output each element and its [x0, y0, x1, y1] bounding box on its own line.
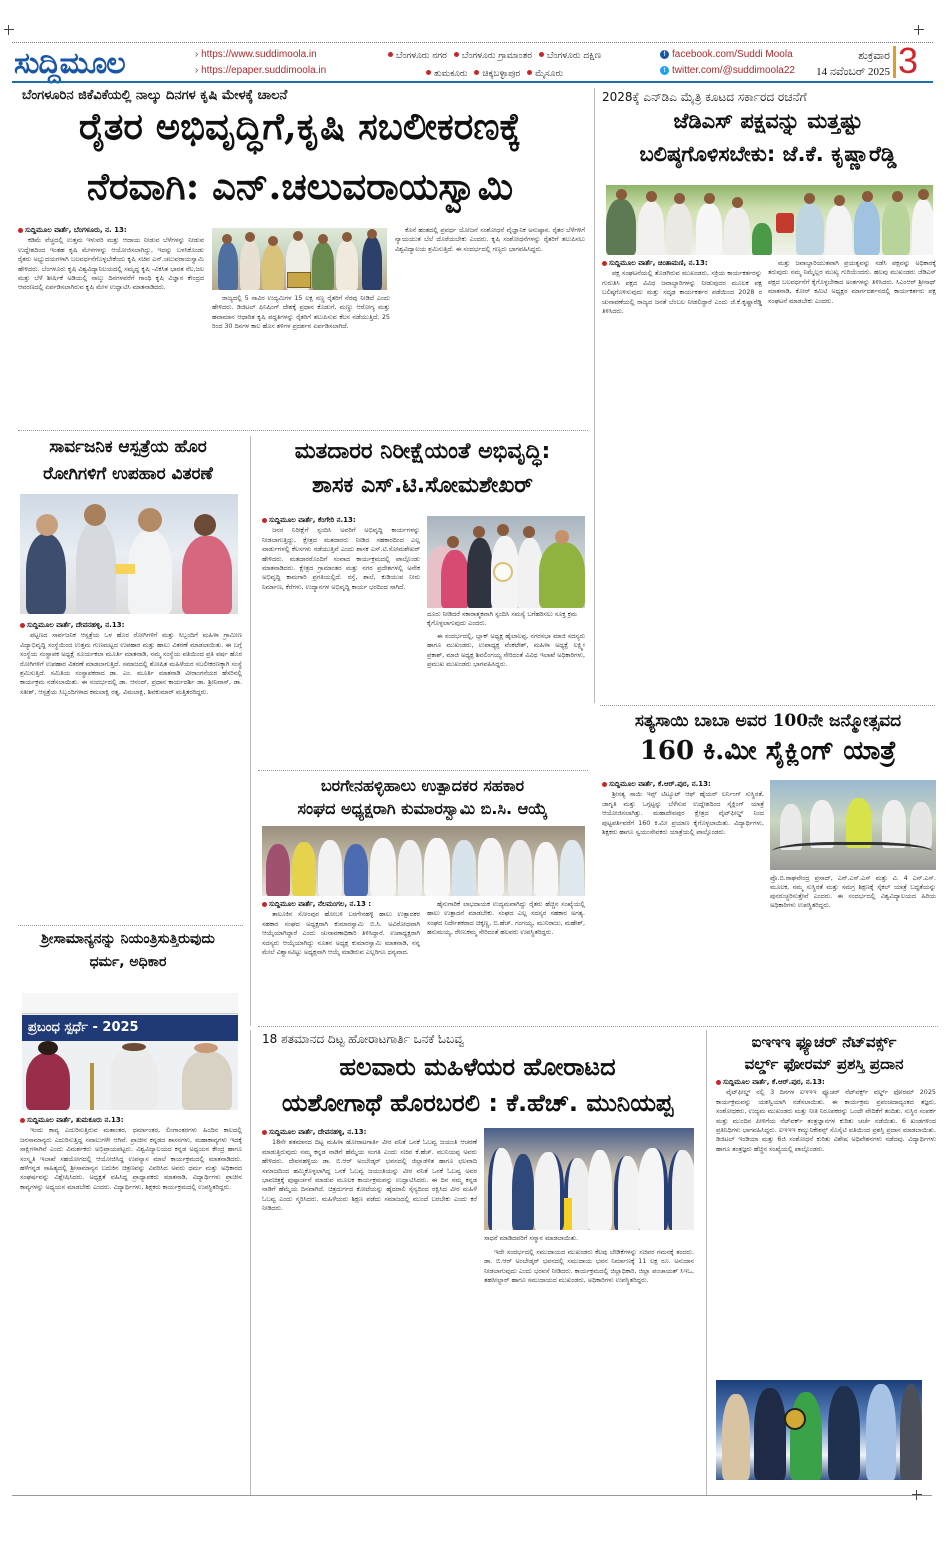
edition-item[interactable]: ಬೆಂಗಳೂರು ನಗರ	[395, 51, 447, 61]
somashekar-body-text: ಜನರ ನಿರೀಕ್ಷೆಗೆ ಸ್ಪಂದಿಸಿ ಅವರಿಗೆ ಅಭಿವೃದ್ಧಿ ಕಾರ್ಯಗಳನ್ನು ನೀಡಲಾಗುತ್ತಿದ್ದು, ಕ್ಷೇತ್ರದ ಮತದಾರರು ನೀಡಿದ ಸಹಕಾರದಿಂದ ಎಲ್ಲ ವಾರ್ಡುಗಳಲ್ಲಿ ಕೆಲಸಗಳು ನಡೆಯುತ್ತಿವೆ ಎಂದು ಶಾಸಕ ಎಸ್.ಟಿ.ಸೋಮಶೇಖರ್ ಹೇಳಿದರು. ಮತದಾರರೊಂದಿಗೆ ಸಂವಾದ ಕಾರ್ಯಕ್ರಮದಲ್ಲಿ ಪಾಲ್ಗೊಂಡು ಮಾತನಾಡಿದರು. ಕ್ಷೇತ್ರದ ಗ್ರಾಮಾಂತರ ಮತ್ತು ನಗರ ಪ್ರದೇಶಗಳಲ್ಲಿ ಅನೇಕ ಅಭಿವೃದ್ಧಿ ಕಾಮಗಾರಿ ಪ್ರಗತಿಯಲ್ಲಿದೆ. ರಸ್ತೆ, ಶಾಲೆ, ಕುಡಿಯುವ ನೀರು ನಿರ್ಮಾಣ, ಕೆರೆಗಳು, ಉದ್ಯಾನಗಳ ಅಭಿವೃದ್ಧಿ ಕಾರ್ಯ ಭರದಿಂದ ಸಾಗಿದೆ.	[262, 526, 420, 591]
dairy-headline-2: ಸಂಘದ ಅಧ್ಯಕ್ಷರಾಗಿ ಕುಮಾರಸ್ವಾಮಿ ಬಿ.ಸಿ. ಆಯ್ಕೆ	[297, 799, 548, 818]
obavva-body-2	[484, 1248, 694, 1493]
jds-photo	[606, 185, 933, 255]
sathyasai-headline-1: ಸತ್ಯಸಾಯಿ ಬಾಬಾ ಅವರ 100ನೇ ಜನ್ಮೋತ್ಸವದ	[634, 711, 902, 731]
krishi-body-2	[212, 294, 390, 426]
dharma-headline-1: ಶ್ರೀಸಾಮಾನ್ಯನನ್ನು ನಿಯಂತ್ರಿಸುತ್ತಿರುವುದು	[41, 931, 215, 947]
obavva-kicker: 18 ಶತಮಾನದ ದಿಟ್ಟ ಹೋರಾಟಗಾರ್ತಿ ಒನಕೆ ಓಬವ್ವ	[262, 1032, 465, 1046]
krishi-body-3	[395, 226, 585, 426]
dharma-photo-banner: ಪ್ರಬಂಧ ಸ್ಪರ್ಧೆ - 2025	[28, 1020, 139, 1035]
section-divider	[600, 705, 935, 707]
obavva-headline-1: ಹಲವಾರು ಮಹಿಳೆಯರ ಹೋರಾಟದ	[339, 1053, 616, 1081]
edition-item[interactable]: ಬೆಂಗಳೂರು ಗ್ರಾಮಾಂತರ	[461, 51, 533, 61]
dairy-body-2	[427, 900, 585, 1020]
ieee-body-text: ವೈಟ್‌ಫೀಲ್ಡ್ ನಲ್ಲಿ 3 ದಿನಗಳ ಐಇಇಇ ಫ್ಯೂಚರ್ ನೆಟ್‌ವರ್ಕ್ಸ್ ವರ್ಲ್ಡ್ ಫೋರಮ್ 2025 ಕಾರ್ಯಕ್ರಮವನ್ನು ಯಶಸ್ವಿಯಾಗಿ ನಡೆಸಲಾಯಿತು. ಈ ಕಾರ್ಯಕ್ರಮ ಪ್ರಪಂಚದಾದ್ಯಂತದ ತಜ್ಞರು, ಸಂಶೋಧಕರು, ಉದ್ಯಮ ಮುಖಂಡರು ಮತ್ತು ನೀತಿ ನಿರೂಪಕರನ್ನು ಒಂದೇ ವೇದಿಕೆಗೆ ತಂದಿತು. ಸುಸ್ಥಿರ ಸಂಪರ್ಕ ಮತ್ತು ಮುಂದಿನ ಪೀಳಿಗೆಯ ನೆಟ್‌ವರ್ಕ್ ತಂತ್ರಜ್ಞಾನಗಳ ಕುರಿತು ಚರ್ಚೆ ನಡೆಯಿತು. 6 ಖಂಡಗಳಿಂದ ಪ್ರತಿನಿಧಿಗಳು ಭಾಗವಹಿಸಿದ್ದರು. ಐಇಇಇ ಕಮ್ಯುನಿಕೇಶನ್ಸ್ ಸೊಸೈಟಿ ವತಿಯಿಂದ ಪ್ರಶಸ್ತಿ ಪ್ರದಾನ ಮಾಡಲಾಯಿತು. ಡಿಜಿಟಲ್ ಇಂಡಿಯಾ ಮತ್ತು 6ಜಿ ಸಂಶೋಧನೆ ಕುರಿತು ವಿಶೇಷ ಅಧಿವೇಶನಗಳು ನಡೆದವು. ವಿದ್ಯಾರ್ಥಿಗಳು ಹಾಗೂ ತಂತ್ರಜ್ಞರು ಹೆಚ್ಚಿನ ಸಂಖ್ಯೆಯಲ್ಲಿ ಪಾಲ್ಗೊಂಡರು.	[716, 1088, 936, 1153]
krishi-byline: ಸುದ್ದಿಮೂಲ ವಾರ್ತೆ, ಬೆಂಗಳೂರು, ನ. 13:	[18, 226, 204, 235]
krishi-kicker: ಬೆಂಗಳೂರಿನ ಜಿಕೆವಿಕೆಯಲ್ಲಿ ನಾಲ್ಕು ದಿನಗಳ ಕೃಷಿ ಮೇಳಕ್ಕೆ ಚಾಲನೆ	[22, 88, 288, 103]
crop-mark-right	[914, 25, 924, 35]
masthead-links	[195, 47, 326, 79]
krishi-body-text: ಕಡಿಮೆ ವೆಚ್ಚದಲ್ಲಿ ಉತ್ತಮ ಇಳುವರಿ ಮತ್ತು ಆದಾಯ ನೀಡುವ ಬೆಳೆಗಳನ್ನು ನೀಡುವ ಉದ್ದೇಶದಿಂದ ಇಂತಹ ಕೃಷಿ ಮೇಳಗಳನ್ನು ಆಯೋಜಿಸಲಾಗಿದ್ದು, ಇದನ್ನು ಬಳಸಿಕೊಂಡು ರೈತರು ಅಭ್ಯುದಯಗಳಾಗಿ ಬಲವರ್ಧನೆಗೊಳ್ಳಬೇಕೆಂದು ಕೃಷಿ ಸಚಿವ ಎನ್.ಚಲುವರಾಯಸ್ವಾಮಿ ಹೇಳಿದರು. ಬೆಂಗಳೂರು ಕೃಷಿ ವಿಶ್ವವಿದ್ಯಾನಿಲಯದಲ್ಲಿ ಸಮೃದ್ಧ ಕೃಷಿ -ವಿಕಸಿತ ಭಾರತ ನೆಲ,ಜಲ ಮತ್ತು ಬೆಳೆ ಶೀರ್ಷಿಕೆ ಅಡಿಯಲ್ಲಿ ನಾಲ್ಕು ದಿನಗಳವರೆಗೆ ಗಾಂಧಿ ಕೃಷಿ ವಿಜ್ಞಾನ ಕೇಂದ್ರದ ಆವರಣದಲ್ಲಿ ಏರ್ಪಡಿಸಲಾಗಿರುವ ಕೃಷಿ ಮೇಳ ಉದ್ಘಾಟಿಸಿ ಮಾತನಾಡಿದರು.	[18, 236, 204, 292]
sathyasai-body-text: ಶ್ರೀಸತ್ಯ ಸಾಯಿ ಇನ್ಸ್ ಟಿಟ್ಯೂಟ್ ಆಫ್ ಹೈಯರ್ ಲರ್ನಿಂಗ್ ಸುಸ್ಥಿರತೆ, ಜಾಗೃತಿ ಮತ್ತು ಒಗ್ಗಟ್ಟನ್ನು ಬೆಳೆಸುವ ಉದ್ದೇಶದಿಂದ ಸೈಕ್ಲಿಂಗ್ ಯಾತ್ರೆ ಆಯೋಜಿಸಲಾಗಿತ್ತು. ಮಹಾದೇವಪುರ ಕ್ಷೇತ್ರದ ವೈಟ್‌ಫೀಲ್ಡ್ ನಿಂದ ಪುಟ್ಟಪರ್ತಿವರೆಗೆ 160 ಕಿ.ಮೀ ಪ್ರಯಾಣ ಕೈಗೊಳ್ಳಲಾಯಿತು. ವಿದ್ಯಾರ್ಥಿಗಳು, ಶಿಕ್ಷಕರು ಹಾಗೂ ಸ್ವಯಂಸೇವಕರು ಯಾತ್ರೆಯಲ್ಲಿ ಪಾಲ್ಗೊಂಡರು.	[602, 790, 764, 837]
obavva-headline-2: ಯಶೋಗಾಥೆ ಹೊರಬರಲಿ : ಕೆ.ಹೆಚ್. ಮುನಿಯಪ್ಪ	[281, 1089, 674, 1117]
obavva-caption: ಸಾಧನೆ ಮಾಡಿದವರಿಗೆ ಸನ್ಮಾನ ಮಾಡಲಾಯಿತು.	[484, 1234, 579, 1242]
jds-body	[602, 259, 762, 699]
hospital-body-text: ಪಟ್ಟಣದ ಸಾರ್ವಜನಿಕ ಆಸ್ಪತ್ರೆಯ ಒಳ ಹೊರ ರೋಗಿಗಳಿಗೆ ಮತ್ತು ಸಿಬ್ಬಂದಿಗೆ ಮಹಿಳಾ ಗ್ರಾಮೀಣ ವಿದ್ಯಾಭಿವೃದ್ಧಿ ಸಂಸ್ಥೆಯಿಂದ ಉತ್ತಮ ಗುಣಮಟ್ಟದ ಉಪಹಾರ ಮತ್ತು ಹಾಲು ವಿತರಣೆ ಮಾಡಲಾಯಿತು. ಈ ಬಗ್ಗೆ ಸಂಸ್ಥೆಯ ಸಂಸ್ಥಾಪಕ ಅಧ್ಯಕ್ಷೆ ಸೂರ್ಯಕಲಾ ಮೂರ್ತಿ ಮಾತನಾಡಿ, ನಮ್ಮ ಸಂಸ್ಥೆಯ ವತಿಯಿಂದ ಪ್ರತಿ ವರ್ಷ ಹೊರ ರೋಗಿಗಳಿಗೆ ಉಪಹಾರ ವಿತರಣೆ ಮಾಡಲಾಗುತ್ತಿದೆ. ಸಮಾಜದಲ್ಲಿ ಶೋಷಿತ ಮಹಿಳೆಯರ ಸಬಲೀಕರಣಕ್ಕಾಗಿ ಸಂಸ್ಥೆ ಶ್ರಮಿಸುತ್ತಿದೆ. ಸಮಿತಿಯ ಸಂಸ್ಥಾಪಕರಾದ ಡಾ. ಎಂ. ಮೂರ್ತಿ ಮಾತನಾಡಿ ವೀರಾಂಗನೆಯರ ಹೆಸರಿನಲ್ಲಿ ಕಾರ್ಯಕ್ರಮ ನಡೆಸಲಾಯಿತು. ಈ ಸಂದರ್ಭದಲ್ಲಿ ಡಾ. ಆನಂದ್, ಪ್ರಧಾನ ಕಾರ್ಯದರ್ಶಿ ಡಾ. ಶ್ರೀನಿವಾಸ್, ಡಾ. ಸತೀಶ್, ಆಸ್ಪತ್ರೆಯ ಸಿಬ್ಬಂದಿಗಳಾದ ಕಮಲಾಕ್ಷಿ ರತ್ನ, ವಿಮಲಾಕ್ಷಿ, ಶಿವಕುಮಾರ್ ಮತ್ತಿತರರಿದ್ದರು.	[20, 631, 242, 696]
edition-list	[360, 47, 625, 83]
bullet-icon	[426, 70, 431, 75]
bullet-icon	[474, 70, 479, 75]
bullet-icon	[454, 52, 459, 57]
section-divider	[18, 925, 243, 927]
ieee-headline-2: ವರ್ಲ್ಡ್ ಫೋರಮ್ ಪ್ರಶಸ್ತಿ ಪ್ರದಾನ	[744, 1055, 904, 1073]
masthead-logo: ಸುದ್ದಿಮೂಲ	[14, 46, 125, 81]
somashekar-body-2	[427, 632, 585, 760]
krishi-body-3-text: ಕೊನೆ ಹಂತದಲ್ಲಿ ಪ್ರವರ್ಧ ಯೋಜನೆ ಸಂಶೋಧನೆ ವೈಜ್ಞಾನಿಕ ಅನುಷ್ಠಾನ. ರೈತರ ಬೆಳೆಗಳಿಗೆ ನ್ಯಾಯಯುತ ಬೆಲೆ ದೊರೆಯಬೇಕು ಎಂದರು. ಕೃಷಿ ಸಂಶೋಧನೆಗಳನ್ನು ರೈತರಿಗೆ ತಲುಪಿಸಲು ವಿಶ್ವವಿದ್ಯಾಲಯ ಶ್ರಮಿಸುತ್ತಿದೆ. ಈ ಸಂದರ್ಭದಲ್ಲಿ ಗಣ್ಯರು ಭಾಗವಹಿಸಿದ್ದರು.	[395, 226, 585, 253]
krishi-body-2-text: ರಾಜ್ಯದಲ್ಲಿ 5 ಸಾವಿರ ಉದ್ಯಮಿಗಳ 15 ಲಕ್ಷ ಸಣ್ಣ ರೈತರಿಗೆ ನೆರವು ನೀಡಿದೆ ಎಂದು ಹೇಳಿದರು. ಡಿಜಿಟಲ್ ಫಿನಿಷಿಂಗ್ ದೇಶಕ್ಕೆ ಪ್ರಧಾನ ಕೊಡುಗೆ, ಮಣ್ಣು ಆರೋಗ್ಯ ಮತ್ತು ಹವಾಮಾನ ಆಧಾರಿತ ಕೃಷಿ ಪದ್ಧತಿಗಳನ್ನು ರೈತರಿಗೆ ತಲುಪಿಸುವ ಕೆಲಸ ನಡೆಯುತ್ತಿದೆ. 25 ರಿಂದ 30 ದಿನಗಳ ಕಾಲ ಹೊಸ ತಳಿಗಳ ಪ್ರದರ್ಶನ ಏರ್ಪಡಿಸಲಾಗಿದೆ.	[212, 294, 390, 331]
sathyasai-photo	[770, 780, 936, 870]
sathyasai-caption: ಪ್ರೊ.ಬಿ.ರಾಘವೇಂದ್ರ ಪ್ರಸಾದ್, ಎನ್.ಎಸ್.ಎಸ್ ಮತ್ತು ವಿ. 4 ಎನ್.ಎಸ್. ಮೂಲಕ, ನಮ್ಮ ಸುಸ್ಥಿರತೆ ಮತ್ತು ಸಮಗ್ರ ಶಿಕ್ಷಣಕ್ಕೆ ಸೈಕಲ್ ಯಾತ್ರೆ ಬದ್ಧತೆಯನ್ನು ಪುನರುಚ್ಚರಿಸುತ್ತೇವೆ ಎಂದರು. ಈ ಸಂದರ್ಭದಲ್ಲಿ ವಿಶ್ವವಿದ್ಯಾಲಯದ ಹಿರಿಯ ಅಧಿಕಾರಿಗಳು ಉಪಸ್ಥಿತರಿದ್ದರು.	[770, 874, 936, 909]
dharma-headline-2: ಧರ್ಮ, ಅಧಿಕಾರ	[89, 954, 167, 970]
edition-row-1	[360, 47, 625, 65]
ieee-headline-1: ಐಇಇಇ ಫ್ಯೂಚರ್ ನೆಟ್‌ವರ್ಕ್ಸ್	[751, 1033, 897, 1051]
crop-mark-left	[4, 25, 14, 35]
dairy-photo	[262, 826, 585, 896]
sathyasai-byline: ಸುದ್ದಿಮೂಲ ವಾರ್ತೆ, ಕೆ.ಆರ್.ಪುರ, ನ.13:	[602, 780, 764, 789]
twitter-icon: t	[660, 66, 669, 75]
obavva-byline: ಸುದ್ದಿಮೂಲ ವಾರ್ತೆ, ದೇವನಹಳ್ಳಿ, ನ.13:	[262, 1128, 477, 1137]
sathyasai-headline-2: 160 ಕಿ.ಮೀ ಸೈಕ್ಲಿಂಗ್ ಯಾತ್ರೆ	[639, 736, 897, 766]
dairy-body	[262, 900, 420, 1020]
obavva-body-text: 18ನೇ ಶತಮಾನದ ದಿಟ್ಟ ಮಹಿಳಾ ಹೋರಾಟಗಾರ್ತಿ ವೀರ ವನಿತೆ ಒನಕೆ ಓಬವ್ವ ಜಯಂತಿ ಆಚರಣೆ ಮಾಡುತ್ತಿರುವುದು ನಮ್ಮ ಕನ್ನಡ ನಾಡಿಗೆ ಹೆಮ್ಮೆಯ ಸಂಗತಿ ಎಂದು ಸಚಿವ ಕೆ.ಹೆಚ್. ಮುನಿಯಪ್ಪ ಅವರು ಹೇಳಿದರು. ದೇವನಹಳ್ಳಿಯ ಡಾ. ಬಿ.ಆರ್ ಅಂಬೇಡ್ಕರ್ ಭವನದಲ್ಲಿ ಜಿಲ್ಲಾಡಳಿತ ಹಾಗೂ ಛಲವಾದಿ ಸಮಾಜದಿಂದ ಹಮ್ಮಿಕೊಳ್ಳಲಾಗಿದ್ದ ಒನಕೆ ಓಬವ್ವ ಜಯಂತಿಯನ್ನು ವೀರ ವನಿತೆ ಒನಕೆ ಓಬವ್ವ ಅವರ ಭಾವಚಿತ್ರಕ್ಕೆ ಪುಷ್ಪಾರ್ಚನೆ ಮಾಡುವ ಮೂಲಕ ಕಾರ್ಯಕ್ರಮವನ್ನು ಉದ್ಘಾಟಿಸಿದರು. ಈ ದಿನ ನಮ್ಮ ಕನ್ನಡ ನಾಡಿಗೆ ಹೆಮ್ಮೆಯ ದಿನವಾಗಿದೆ. ಚಿತ್ರದುರ್ಗದ ಕೋಟೆಯನ್ನು ಹೈದರಾಲಿ ಸೈನ್ಯದಿಂದ ರಕ್ಷಿಸಿದ ವೀರ ಮಹಿಳೆ ಓಬವ್ವ ಎಂದು ಸ್ಮರಿಸಿದರು. ಮಹಿಳೆಯರು ಶಿಕ್ಷಣ ಪಡೆದು ಸಮಾಜದಲ್ಲಿ ಮುಂದೆ ಬರಬೇಕು ಎಂದು ಕರೆ ನೀಡಿದರು.	[262, 1138, 477, 1213]
sathyasai-body	[602, 780, 764, 1020]
obavva-photo	[484, 1128, 694, 1230]
column-divider	[706, 1030, 707, 1495]
ieee-body	[716, 1078, 936, 1378]
jds-body-2-text: ಮತ್ತು ಜವಾಬ್ದಾರಿಯುತವಾಗಿ ಪ್ರಯತ್ನವನ್ನು ನಡೆಸಿ ಪಕ್ಷವನ್ನು ಅಧಿಕಾರಕ್ಕೆ ತರುವುದು ನಮ್ಮ ನಿಮ್ಮೆಲ್ಲರ ಮುಖ್ಯ ಗುರಿಯೆಂದರು. ಹಲವು ಮುಖಂಡರು ಜೆಡಿಎಸ್ ಪಕ್ಷದ ಬಲವರ್ಧನೆಗೆ ಕೈಗೊಳ್ಳಬೇಕಾದ ಅಂಶಗಳನ್ನು ತಿಳಿಸಿದರು. ಸಿಎಂಆರ್ ಶ್ರೀನಾಥ್ ಮಾತನಾಡಿ, ಕೋರ್ ಕಮಿಟಿ ಅಧ್ಯಕ್ಷರ ಮಾರ್ಗದರ್ಶನದಲ್ಲಿ ಕಾರ್ಯಕರ್ತರು ಪಕ್ಷ ಸಂಘಟನೆ ಮಾಡಬೇಕು ಎಂದರು.	[768, 259, 936, 305]
somashekar-body-2-text: ಈ ಸಂದರ್ಭದಲ್ಲಿ, ಬ್ಲಾಕ್ ಅಧ್ಯಕ್ಷ ಹೈಲಾಲಪ್ಪ, ನಗರಸಭಾ ಮಾಜಿ ಸದಸ್ಯರು ಹಾಗೂ ಮುಖಂಡರು, ಉಪಾಧ್ಯಕ್ಷ ವೆಂಕಟೇಶ್, ಮಹಿಳಾ ಅಧ್ಯಕ್ಷೆ ಲಕ್ಷ್ಮೀ ಪ್ರಕಾಶ್, ಮಾಜಿ ಅಧ್ಯಕ್ಷ ಶಿವಲಿಂಗಯ್ಯ ಸೇರಿದಂತೆ ವಿವಿಧ ಇಲಾಖೆ ಅಧಿಕಾರಿಗಳು, ಪ್ರಮುಖ ಮುಖಂಡರು ಭಾಗವಹಿಸಿದ್ದರು.	[427, 632, 585, 669]
dairy-body-text: ತಾಲೂಕಿನ ಸೋಂಪುರ ಹೋಬಳಿ ಬರಗೇನಹಳ್ಳಿ ಹಾಲು ಉತ್ಪಾದಕರ ಸಹಕಾರ ಸಂಘದ ಅಧ್ಯಕ್ಷರಾಗಿ ಕುಮಾರಸ್ವಾಮಿ ಬಿ.ಸಿ. ಅವಿರೋಧವಾಗಿ ಆಯ್ಕೆಯಾಗಿದ್ದಾರೆ ಎಂದು ಚುನಾವಣಾಧಿಕಾರಿ ತಿಳಿಸಿದ್ದಾರೆ. ಉಪಾಧ್ಯಕ್ಷರಾಗಿ ಸದಸ್ಯರು ಆಯ್ಕೆಯಾಗಿದ್ದು ನೂತನ ಅಧ್ಯಕ್ಷ ಕುಮಾರಸ್ವಾಮಿ ಮಾತನಾಡಿ, ನನ್ನ ಮೇಲೆ ವಿಶ್ವಾಸವಿಟ್ಟು ಅಧ್ಯಕ್ಷನಾಗಿ ಆಯ್ಕೆ ಮಾಡಿರುವ ಎಲ್ಲರಿಗೂ ಧನ್ಯವಾದ.	[262, 910, 420, 957]
page-number: 3	[898, 40, 919, 81]
krishi-photo	[212, 228, 387, 290]
krishi-headline-2: ನೆರವಾಗಿ: ಎನ್.ಚಲುವರಾಯಸ್ವಾಮಿ	[86, 164, 514, 208]
hospital-byline: ಸುದ್ದಿಮೂಲ ವಾರ್ತೆ, ದೇವನಹಳ್ಳಿ, ನ.13:	[20, 621, 242, 630]
dairy-byline: ಸುದ್ದಿಮೂಲ ವಾರ್ತೆ, ನೆಲಮಂಗಲ, ನ.13 :	[262, 900, 420, 909]
dairy-headline-1: ಬರಗೇನಹಳ್ಳಿಹಾಲು ಉತ್ಪಾದಕರ ಸಹಕಾರ	[320, 776, 525, 795]
issue-date	[800, 48, 890, 80]
top-dotted-rule	[12, 42, 933, 43]
dairy-body-2-text: ಹೈನುಗಾರಿಕೆ ಲಾಭದಾಯಕ ಉದ್ಯಮವಾಗಿದ್ದು ರೈತರು ಹೆಚ್ಚಿನ ಸಂಖ್ಯೆಯಲ್ಲಿ ಹಾಲು ಉತ್ಪಾದನೆ ಮಾಡಬೇಕು. ಸಂಘದ ಎಲ್ಲ ಸದಸ್ಯರ ಸಹಕಾರ ಅಗತ್ಯ. ಸಂಘದ ನಿರ್ದೇಶಕರಾದ ಚಿಕ್ಕಣ್ಣ, ಬಿ.ಹೆಚ್. ಗಂಗಯ್ಯ, ಮುನಿರಾಜು, ಮಹೇಶ್, ಹನುಮಯ್ಯ, ರೇಣುಕಮ್ಮ ಸೇರಿದಂತೆ ಹಲವರು ಉಪಸ್ಥಿತರಿದ್ದರು.	[427, 900, 585, 937]
dharma-body-text: ಇಂದು ಕಾವ್ಯ ಎದುರಿಸುತ್ತಿರುವ ಮತಾಂತರ, ಧರ್ಮಾಂತರ, ಲಿಂಗಾಂತರಗಳು ಹಿಂದಿನ ಕಾಲದಲ್ಲಿ ಜನಸಾಮಾನ್ಯರು ಎದುರಿಸುತ್ತಿದ್ದ ಸವಾಲುಗಳೇ ಆಗಿವೆ. ಪ್ರಾಚೀನ ಕನ್ನಡದ ಶಾಸನಗಳು, ಮಹಾಕಾವ್ಯಗಳು ಇದಕ್ಕೆ ಸಾಕ್ಷಿಗಳಾಗಿವೆ ಎಂದು ವಿಮರ್ಶಕರು ಅಭಿಪ್ರಾಯಪಟ್ಟರು. ವಿಶ್ವವಿದ್ಯಾಲಯದ ಕನ್ನಡ ಅಧ್ಯಯನ ಕೇಂದ್ರ ಹಾಗೂ ಸಂಸ್ಕೃತಿ ಇಲಾಖೆ ಸಹಯೋಗದಲ್ಲಿ ಆಯೋಜಿಸಿದ್ದ ಉಪನ್ಯಾಸ ಮಾಲೆ ಕಾರ್ಯಕ್ರಮದಲ್ಲಿ ಮಾತನಾಡಿದರು. ಹಳೆಗನ್ನಡ ಸಾಹಿತ್ಯದಲ್ಲಿ ಶ್ರೀಸಾಮಾನ್ಯನ ಬದುಕಿನ ಚಿತ್ರಣವನ್ನು ವಿವರಿಸಿದ ಅವರು ಧರ್ಮ ಮತ್ತು ಅಧಿಕಾರದ ಸಂಘರ್ಷವನ್ನು ವಿಶ್ಲೇಷಿಸಿದರು. ಅಧ್ಯಕ್ಷತೆ ವಹಿಸಿದ್ದ ಪ್ರಾಧ್ಯಾಪಕರು ಮಾತನಾಡಿ, ವಿದ್ಯಾರ್ಥಿಗಳು ಪ್ರಾಚೀನ ಕಾವ್ಯಗಳನ್ನು ಅಧ್ಯಯನ ಮಾಡಬೇಕು ಎಂದರು. ವಿದ್ಯಾರ್ಥಿಗಳು, ಶಿಕ್ಷಕರು ಕಾರ್ಯಕ್ರಮದಲ್ಲಿ ಉಪಸ್ಥಿತರಿದ್ದರು.	[20, 1126, 242, 1191]
krishi-headline-1: ರೈತರ ಅಭಿವೃದ್ಧಿಗೆ,ಕೃಷಿ ಸಬಲೀಕರಣಕ್ಕೆ	[78, 104, 522, 148]
masthead-rule	[12, 81, 933, 83]
ieee-byline: ಸುದ್ದಿಮೂಲ ವಾರ್ತೆ, ಕೆ.ಆರ್.ಪುರ, ನ.13:	[716, 1078, 936, 1087]
hospital-headline-2: ರೋಗಿಗಳಿಗೆ ಉಪಹಾರ ವಿತರಣೆ	[43, 464, 213, 484]
hospital-headline-1: ಸಾರ್ವಜನಿಕ ಆಸ್ಪತ್ರೆಯ ಹೊರ	[49, 437, 207, 457]
krishi-body	[18, 226, 204, 426]
dharma-photo	[22, 993, 238, 1110]
bullet-icon	[527, 70, 532, 75]
somashekar-headline-2: ಶಾಸಕ ಎಸ್.ಟಿ.ಸೋಮಶೇಖರ್	[312, 473, 533, 498]
column-divider	[250, 436, 251, 1026]
edition-item[interactable]: ತುಮಕೂರು	[433, 69, 468, 79]
obavva-body	[262, 1128, 477, 1493]
obavva-body-2-text: ಇದೇ ಸಂದರ್ಭದಲ್ಲಿ ಸಮುದಾಯದ ಮುಖಂಡರು ಕೆಲವು ಬೇಡಿಕೆಗಳನ್ನು ಸಚಿವರ ಗಮನಕ್ಕೆ ತಂದರು. ಡಾ. ಬಿ.ಆರ್ ಅಂಬೇಡ್ಕರ್ ಭವನದಲ್ಲಿ ಸಮುದಾಯ ಭವನ ನಿರ್ಮಾಣಕ್ಕೆ 11 ಲಕ್ಷ ರೂ. ಅನುದಾನ ನೀಡಲಾಗುವುದು ಎಂದು ಭರವಸೆ ನೀಡಿದರು. ಕಾರ್ಯಕ್ರಮದಲ್ಲಿ ಜಿಲ್ಲಾಧಿಕಾರಿ, ಜಿಲ್ಲಾ ಪಂಚಾಯತ್ ಸಿಇಒ, ತಹಸೀಲ್ದಾರ್ ಹಾಗೂ ಸಮುದಾಯದ ಮುಖಂಡರು, ಅಧಿಕಾರಿಗಳು ಉಪಸ್ಥಿತರಿದ್ದರು.	[484, 1248, 694, 1285]
section-divider	[258, 1026, 938, 1028]
edition-item[interactable]: ಮೈಸೂರು	[535, 69, 564, 79]
somashekar-headline-1: ಮತದಾರರ ನಿರೀಕ್ಷೆಯಂತೆ ಅಭಿವೃದ್ಧಿ:	[294, 439, 551, 464]
section-divider	[258, 770, 588, 772]
page-number-divider	[893, 46, 896, 78]
section-divider	[18, 430, 588, 432]
social-links	[660, 47, 795, 79]
facebook-icon: f	[660, 50, 669, 59]
bullet-icon	[539, 52, 544, 57]
edition-item[interactable]: ಚಿಕ್ಕಬಳ್ಳಾಪುರ	[482, 69, 521, 79]
somashekar-caption: ದೂರು ನೀಡಿದರೆ ಸಕಾರಾತ್ಮಕವಾಗಿ ಸ್ಪಂದಿಸಿ ಸಮಸ್ಯೆ ಬಗೆಹರಿಸಲು ಸೂಕ್ತ ಕ್ರಮ ಕೈಗೊಳ್ಳಲಾಗುವುದು ಎಂದರು.	[427, 610, 577, 627]
column-divider	[250, 1030, 251, 1495]
website-link[interactable]: › https://www.suddimoola.in	[195, 47, 326, 63]
dharma-byline: ಸುದ್ದಿಮೂಲ ವಾರ್ತೆ, ತುಮಕೂರು ನ.13:	[20, 1116, 242, 1125]
date: 14 ನವೆಂಬರ್ 2025	[816, 66, 890, 78]
jds-body-text: ಪಕ್ಷ ಸಂಘಟನೆಯಲ್ಲಿ ತೊಡಗಿರುವ ಮುಖಂಡರು, ಸಕ್ರಿಯ ಕಾರ್ಯಕರ್ತರನ್ನು ಗುರುತಿಸಿ ಪಕ್ಷದ ವಿವಿಧ ಜವಾಬ್ದಾರಿಗಳನ್ನು ನೀಡುವುದರ ಮೂಲಕ ಪಕ್ಷ ಬಲಿಷ್ಠಗೊಳಿಸುವುದು ಮತ್ತು ಸದೃಢ ಕಾರ್ಯಕರ್ತರ ಪಡೆಯಿಂದ 2028 ರ ಚುನಾವಣೆಯಲ್ಲಿ ರಾಜ್ಯದ ಜನತೆ ಬೆಂಬಲ ನೀಡಲಿದ್ದಾರೆ ಎಂದು ಜೆ.ಕೆ.ಕೃಷ್ಣಾರೆಡ್ಡಿ ತಿಳಿಸಿದರು.	[602, 269, 762, 316]
weekday: ಶುಕ್ರವಾರ	[858, 50, 890, 62]
twitter-link[interactable]: twitter.com/@suddimoola22	[672, 65, 795, 76]
facebook-link[interactable]: facebook.com/Suddi Moola	[672, 49, 793, 60]
jds-kicker: 2028ಕ್ಕೆ ಎನ್‌ಡಿಎ ಮೈತ್ರಿ ಕೂಟದ ಸರ್ಕಾರದ ರಚನೆಗೆ	[602, 90, 807, 104]
jds-headline-1: ಜೆಡಿಎಸ್ ಪಕ್ಷವನ್ನು ಮತ್ತಷ್ಟು	[673, 109, 863, 133]
hospital-photo	[20, 494, 238, 614]
bullet-icon	[388, 52, 393, 57]
ieee-photo	[716, 1380, 922, 1480]
bottom-rule	[12, 1495, 932, 1496]
column-divider	[594, 88, 595, 703]
edition-item[interactable]: ಬೆಂಗಳೂರು ದಕ್ಷಿಣ	[546, 51, 602, 61]
somashekar-photo	[427, 516, 585, 608]
somashekar-byline: ಸುದ್ದಿಮೂಲ ವಾರ್ತೆ, ಕೆಂಗೇರಿ ನ.13:	[262, 516, 420, 525]
epaper-link[interactable]: › https://epaper.suddimoola.in	[195, 63, 326, 79]
somashekar-body	[262, 516, 420, 760]
crop-mark-bottom	[912, 1490, 922, 1500]
jds-headline-2: ಬಲಿಷ್ಠಗೊಳಿಸಬೇಕು: ಜೆ.ಕೆ. ಕೃಷ್ಣಾರೆಡ್ಡಿ	[639, 142, 897, 166]
dharma-body	[20, 1116, 242, 1491]
jds-body-2	[768, 259, 936, 699]
jds-byline: ಸುದ್ದಿಮೂಲ ವಾರ್ತೆ, ಚಿಂತಾಮಣಿ, ನ.13:	[602, 259, 762, 268]
hospital-body	[20, 621, 242, 919]
